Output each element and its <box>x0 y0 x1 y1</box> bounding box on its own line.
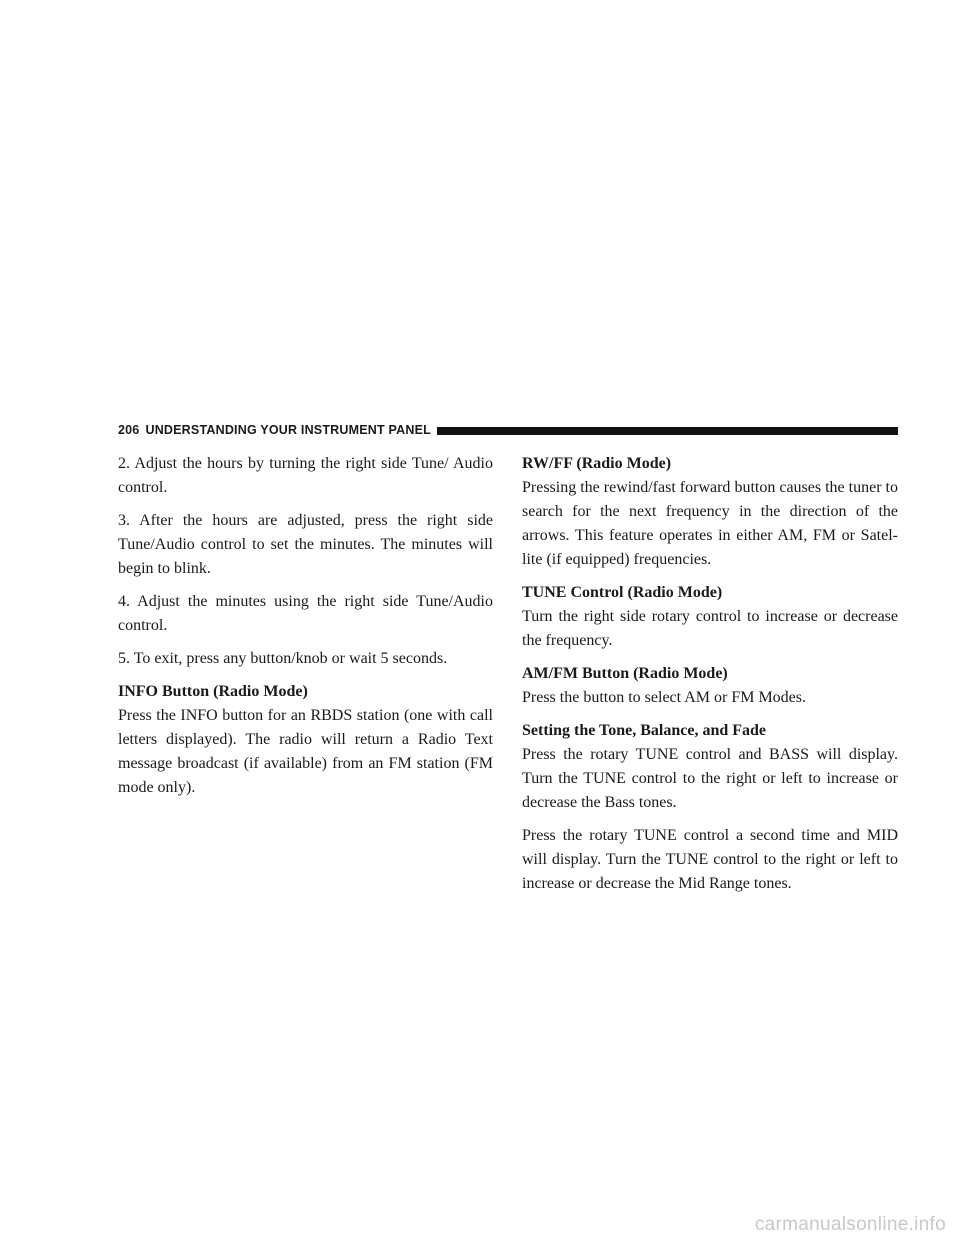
step-2-paragraph: 2. Adjust the hours by turning the right side Tune/ Audio control. <box>118 455 493 496</box>
tune-control-paragraph: Turn the right side rotary control to increase or decrease the frequency. <box>522 608 898 649</box>
rwff-heading: RW/FF (Radio Mode) <box>522 455 672 472</box>
rwff-paragraph: Pressing the rewind/fast forward button causes the tuner to search for the next frequency in the direction of the arrows. This feature operates in either AM, FM or Satel- lite (if equipped) frequencies. <box>522 479 898 568</box>
left-column <box>118 452 493 809</box>
step-5-paragraph: 5. To exit, press any button/knob or wait 5 seconds. <box>118 650 448 667</box>
step-3-paragraph: 3. After the hours are adjusted, press the right side Tune/Audio control to set the minutes. The minutes will begin to blink. <box>118 512 493 577</box>
tone-balance-fade-heading: Setting the Tone, Balance, and Fade <box>522 722 767 739</box>
tone-paragraph-1: Press the rotary TUNE control and BASS will display. Turn the TUNE control to the right or left to increase or decrease the Bass tones. <box>522 746 898 811</box>
tone-paragraph-2: Press the rotary TUNE control a second time and MID will display. Turn the TUNE control to the right or left to increase or decrease the Mid Range tones. <box>522 827 898 892</box>
info-button-heading: INFO Button (Radio Mode) <box>118 683 308 700</box>
step-4-paragraph: 4. Adjust the minutes using the right side Tune/Audio control. <box>118 593 493 634</box>
section-title: UNDERSTANDING YOUR INSTRUMENT PANEL <box>145 423 431 437</box>
right-column <box>522 452 898 905</box>
header-rule <box>437 427 898 435</box>
amfm-button-paragraph: Press the button to select AM or FM Modes. <box>522 689 806 706</box>
tune-control-heading: TUNE Control (Radio Mode) <box>522 584 723 601</box>
page-header <box>118 421 898 439</box>
watermark: carmanualsonline.info <box>754 1214 946 1235</box>
info-button-paragraph: Press the INFO button for an RBDS station (one with call letters displayed). The radio will return a Radio Text message broadcast (if available) from an FM station (FM mode only). <box>118 707 493 796</box>
page-number: 206 <box>118 423 140 437</box>
amfm-button-heading: AM/FM Button (Radio Mode) <box>522 665 728 682</box>
